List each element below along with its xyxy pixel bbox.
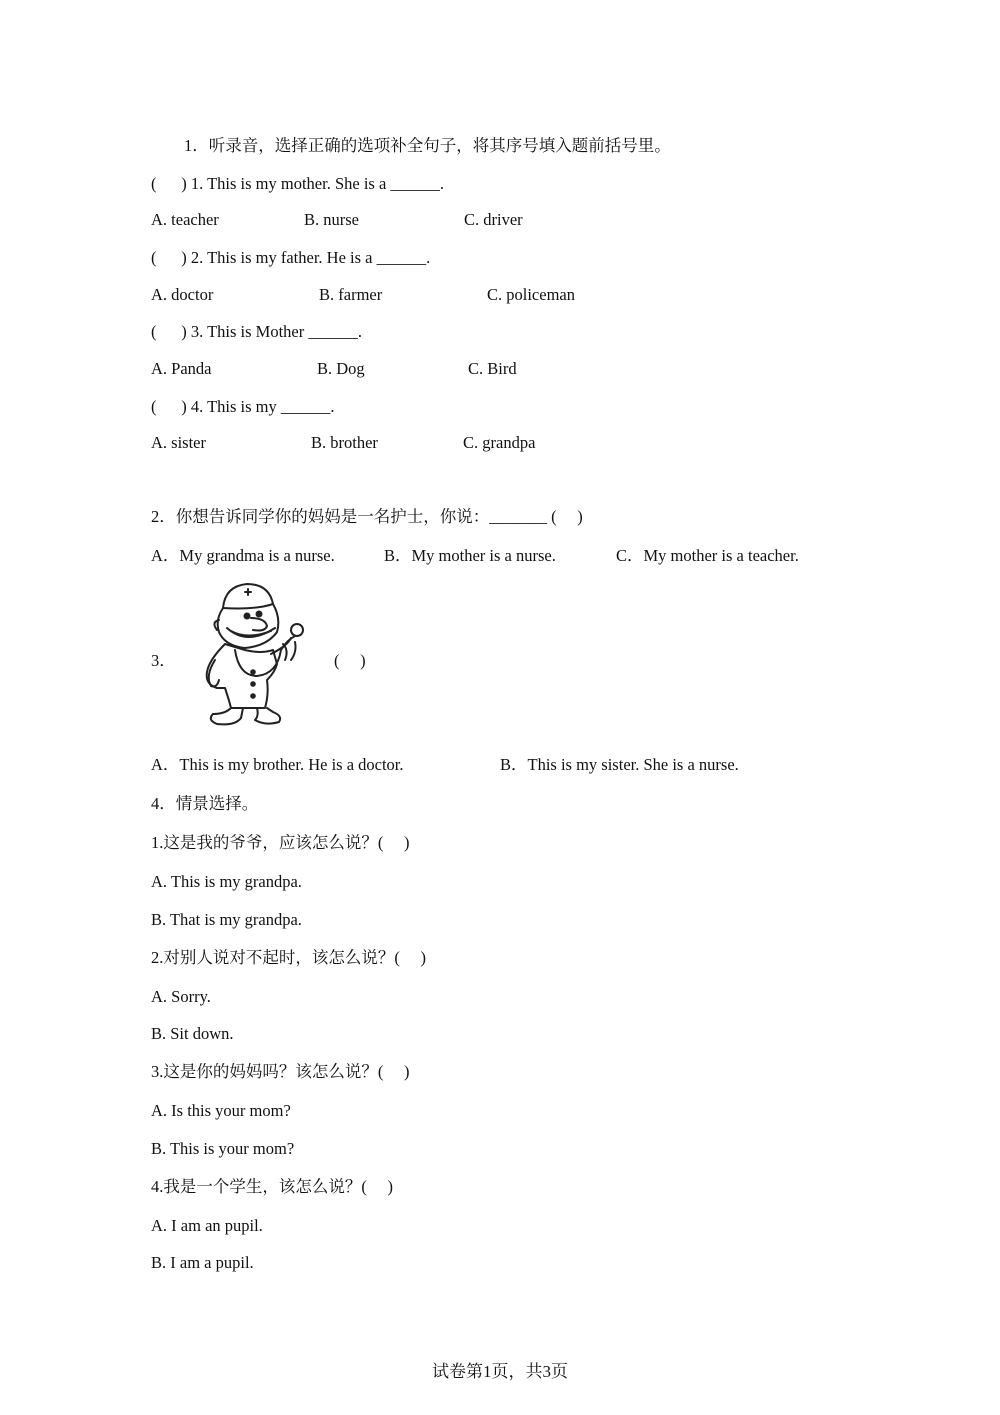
q2-option-b: B．My mother is a nurse. [384, 546, 556, 565]
q3-option-b: B．This is my sister. She is a nurse. [500, 755, 739, 774]
q4-item1-option-b: B. That is my grandpa. [151, 910, 302, 929]
q4-item4-stem: 4.我是一个学生，该怎么说？( ) [151, 1177, 393, 1196]
q4-item3-option-b: B. This is your mom? [151, 1139, 295, 1158]
q1-item1-stem: ( ) 1. This is my mother. She is a ______. [151, 174, 445, 193]
q4-item3-option-a: A. Is this your mom? [151, 1101, 291, 1120]
page-footer: 试卷第1页，共3页 [432, 1362, 568, 1381]
q4-item2-option-b: B. Sit down. [151, 1024, 234, 1043]
q3-number: 3． [151, 651, 176, 670]
q1-title: 1．听录音，选择正确的选项补全句子，将其序号填入题前括号里。 [184, 136, 671, 155]
q1-item2-option-b: B. farmer [319, 285, 383, 304]
q4-item4-option-a: A. I am an pupil. [151, 1216, 263, 1235]
q4-item1-stem: 1.这是我的爷爷，应该怎么说？( ) [151, 833, 410, 852]
q4-item3-stem: 3.这是你的妈妈吗？该怎么说？( ) [151, 1062, 410, 1081]
q1-item2-option-a: A. doctor [151, 285, 214, 304]
q2-option-a: A．My grandma is a nurse. [151, 546, 335, 565]
q1-item4-stem: ( ) 4. This is my ______. [151, 397, 335, 416]
doctor-cartoon-icon [195, 580, 315, 728]
q4-item2-stem: 2.对别人说对不起时，该怎么说？( ) [151, 948, 426, 967]
q1-item4-option-b: B. brother [311, 433, 378, 452]
q1-item3-option-a: A. Panda [151, 359, 212, 378]
q1-item2-stem: ( ) 2. This is my father. He is a ______. [151, 248, 431, 267]
q1-item1-option-b: B. nurse [304, 210, 359, 229]
q1-item3-stem: ( ) 3. This is Mother ______. [151, 322, 362, 341]
q2-option-c: C．My mother is a teacher. [616, 546, 799, 565]
q3-option-a: A．This is my brother. He is a doctor. [151, 755, 404, 774]
q1-item4-option-a: A. sister [151, 433, 206, 452]
q1-item1-option-c: C. driver [464, 210, 523, 229]
q4-item4-option-b: B. I am a pupil. [151, 1253, 254, 1272]
q1-item2-option-c: C. policeman [487, 285, 575, 304]
q4-item1-option-a: A. This is my grandpa. [151, 872, 302, 891]
q1-item4-option-c: C. grandpa [463, 433, 536, 452]
q1-item3-option-c: C. Bird [468, 359, 517, 378]
q3-answer-bracket: ( ) [334, 651, 366, 670]
q1-item1-option-a: A. teacher [151, 210, 219, 229]
q4-title: 4．情景选择。 [151, 794, 259, 813]
q4-item2-option-a: A. Sorry. [151, 987, 211, 1006]
q1-item3-option-b: B. Dog [317, 359, 365, 378]
q2-stem: 2．你想告诉同学你的妈妈是一名护士，你说：_______ ( ) [151, 507, 583, 526]
